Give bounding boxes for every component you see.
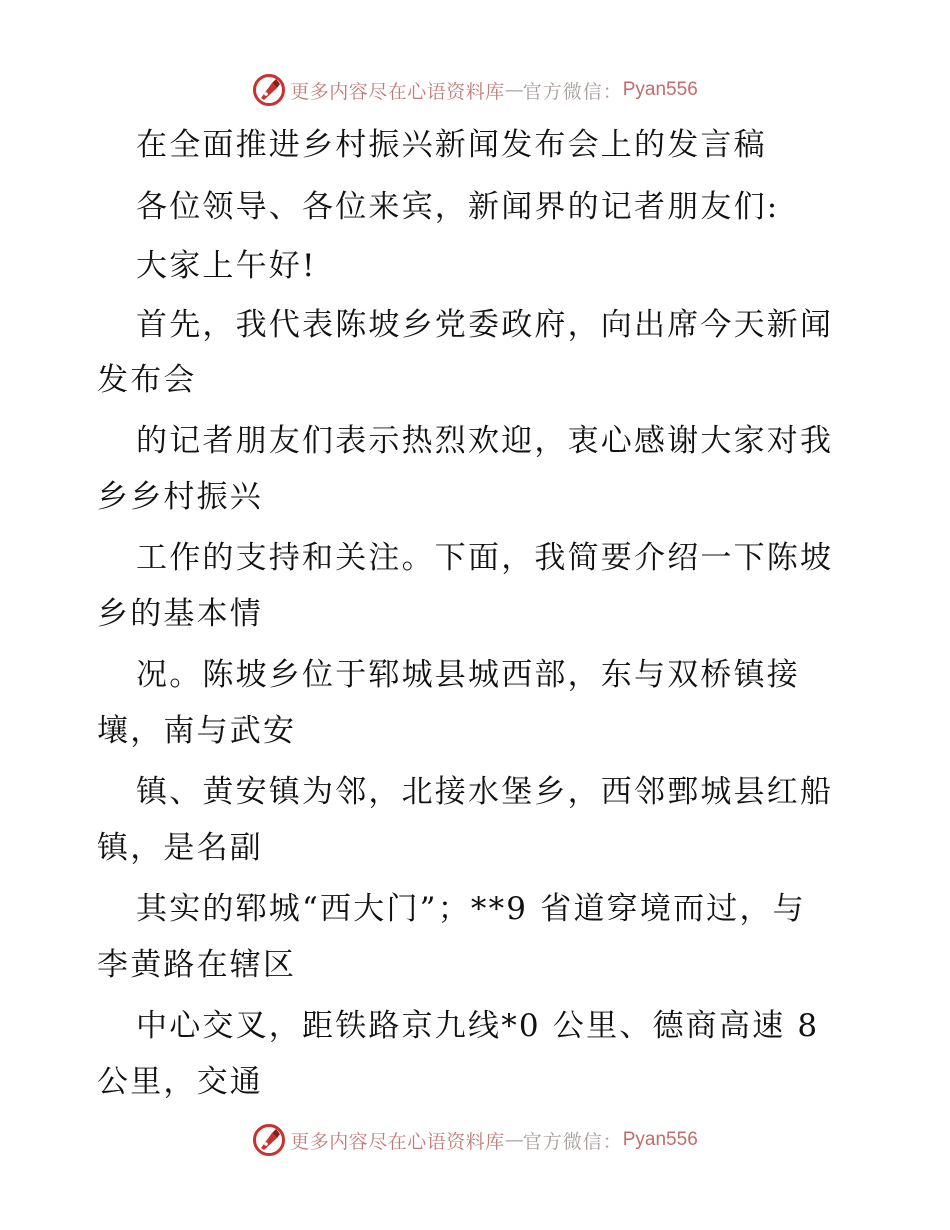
header-banner-text: 更多内容尽在心语资料库 [290, 80, 505, 103]
text-line: 首先，我代表陈坡乡党委政府，向出席今天新闻 [136, 307, 834, 343]
text-line: 壤，南与武安 [97, 713, 297, 749]
text-line: 公里，交通 [97, 1064, 263, 1100]
text-line: 乡的基本情 [97, 596, 263, 632]
footer-banner [0, 1120, 950, 1160]
text-line: 其实的郓城“西大门”；**9 省道穿境而过，与 [136, 891, 806, 927]
text-line: 各位领导、各位来宾，新闻界的记者朋友们: [136, 189, 780, 225]
footer-banner-official: 官方微信： [522, 1130, 623, 1153]
header-banner [0, 70, 950, 110]
footer-banner-text: 更多内容尽在心语资料库 [290, 1130, 505, 1153]
header-banner-official: 官方微信： [522, 80, 623, 103]
text-line: 工作的支持和关注。下面，我简要介绍一下陈坡 [136, 540, 834, 576]
footer-banner-id: Pyan556 [622, 1129, 698, 1150]
text-line: 镇、黄安镇为邻，北接水堡乡，西邻鄄城县红船 [136, 774, 834, 810]
header-banner-dash: — [504, 79, 523, 101]
text-line: 的记者朋友们表示热烈欢迎，衷心感谢大家对我 [136, 423, 834, 459]
text-line: 发布会 [97, 362, 197, 398]
pen-nib-logo-icon [252, 73, 286, 107]
document-title: 在全面推进乡村振兴新闻发布会上的发言稿 [136, 127, 767, 163]
text-line: 乡乡村振兴 [97, 479, 263, 515]
text-line: 李黄路在辖区 [97, 947, 297, 983]
text-line: 镇，是名副 [97, 830, 263, 866]
pen-nib-logo-icon [252, 1123, 286, 1157]
header-banner-id: Pyan556 [622, 79, 698, 100]
footer-banner-dash: — [504, 1129, 523, 1151]
text-line: 况。陈坡乡位于郓城县城西部，东与双桥镇接 [136, 657, 800, 693]
text-line: 大家上午好! [136, 248, 317, 284]
text-line: 中心交叉，距铁路京九线*0 公里、德商高速 8 [136, 1008, 820, 1044]
